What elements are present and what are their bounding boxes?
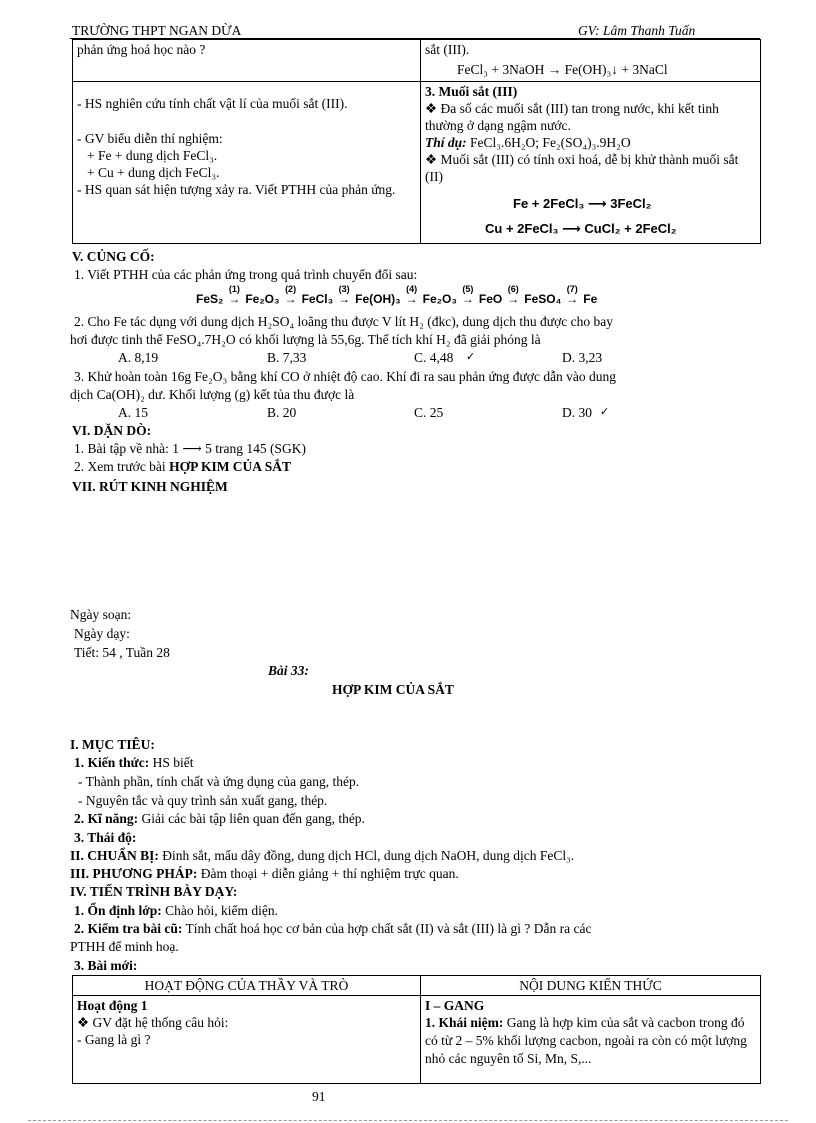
khai-niem-label: 1. Khái niệm: — [425, 1015, 504, 1030]
question-3-line-2: dịch Ca(OH)₂ dư. Khối lượng (g) kết tủa thu được là — [70, 387, 355, 402]
top-r2-right — [421, 82, 761, 244]
naoh-equation: FeCl₃ + 3NaOH → Fe(OH)₃↓ + 3NaCl — [457, 62, 668, 77]
chain-arrow-3: (3) → — [333, 291, 355, 308]
thi-du-label: Thí dụ: — [425, 135, 467, 150]
muoi-sat-title: 3. Muối sắt (III) — [425, 84, 518, 99]
reaction-chain — [196, 284, 598, 308]
chain-6: FeSO₄ — [524, 292, 562, 306]
equation-fe-fecl3: Fe + 2FeCl₃ ⟶ 3FeCl₂ — [513, 196, 652, 211]
chain-arrow-6: (6) → — [502, 291, 524, 308]
chain-label-2: (2) — [285, 284, 297, 294]
page-number: 91 — [312, 1089, 326, 1104]
chain-0: FeS₂ — [196, 292, 224, 306]
khai-niem-val: Gang là hợp kim của sắt và cacbon trong đó có từ 2 – 5% khối lượng cacbon, ngoài ra còn có một lượng nhỏ các nguyên tố Si, Mn, S,... — [425, 1015, 747, 1066]
kien-thuc-label: 1. Kiến thức: — [74, 755, 150, 770]
muoi-tan: ❖ Đa số các muối sắt (III) tan trong nước, khi kết tinh thường ở dạng ngậm nước. — [425, 101, 719, 133]
chuan-bi-val: Đinh sắt, mẩu dây đồng, dung dịch HCl, dung dịch NaOH, dung dịch FeCl₃. — [158, 848, 575, 863]
school-name: TRƯỜNG THPT NGAN DỪA — [72, 23, 242, 38]
khai-niem — [425, 1014, 756, 1068]
chain-label-5: (5) — [462, 284, 474, 294]
chain-3: Fe(OH)₃ — [355, 292, 401, 306]
tiet-tuan: Tiết: 54 , Tuần 28 — [74, 645, 170, 660]
ki-nang-val: Giải các bài tập liên quan đến gang, thép. — [138, 811, 365, 826]
q2-option-c: C. 4,48 — [414, 350, 454, 365]
question-3-line-1: 3. Khử hoàn toàn 16g Fe₂O₃ bằng khí CO ở nhiệt độ cao. Khí đi ra sau phản ứng được dẫn vào dung — [74, 369, 617, 384]
ngay-soan: Ngày soạn: — [70, 607, 132, 622]
q3-option-c: C. 25 — [414, 405, 444, 420]
dando-line-1: 1. Bài tập về nhà: 1 ⟶ 5 trang 145 (SGK) — [74, 441, 306, 456]
chain-label-3: (3) — [338, 284, 350, 294]
tientrinh-heading: IV. TIẾN TRÌNH BÀY DẠY: — [70, 884, 238, 899]
bottom-left-cell — [73, 996, 421, 1084]
dando-heading: VI. DẶN DÒ: — [72, 423, 152, 438]
dando-line-2-title: HỢP KIM CỦA SẮT — [169, 459, 291, 474]
chain-arrow-1: (1) → — [223, 291, 245, 308]
q2-option-b: B. 7,33 — [267, 350, 307, 365]
kien-thuc — [74, 754, 194, 771]
teacher-name: GV: Lâm Thanh Tuấn — [578, 23, 696, 38]
phuong-phap-val: Đàm thoại + diễn giảng + thí nghiệm trực quan. — [197, 866, 459, 881]
top-table-row-1 — [73, 40, 761, 82]
oxi-hoa: ❖ Muối sắt (III) có tính oxi hoá, dễ bị khử thành muối sắt (II) — [425, 152, 739, 184]
top-table — [72, 39, 761, 244]
ngay-day: Ngày dạy: — [74, 626, 130, 641]
header-noi-dung: NỘI DUNG KIẾN THỨC — [421, 976, 761, 996]
chain-label-4: (4) — [406, 284, 418, 294]
rutkinh-heading: VII. RÚT KINH NGHIỆM — [72, 479, 228, 494]
chain-5: FeO — [478, 292, 503, 306]
q3-option-b: B. 20 — [267, 405, 297, 420]
chain-arrow-5: (5) → — [457, 291, 479, 308]
q3-option-d: D. 30 — [562, 405, 592, 420]
chain-7: Fe — [583, 292, 598, 306]
demo-cu: + Cu + dung dịch FeCl₃. — [87, 165, 220, 180]
question-1: 1. Viết PTHH của các phản ứng trong quá trình chuyển đổi sau: — [74, 267, 418, 282]
chuan-bi — [70, 847, 574, 864]
chain-label-7: (7) — [566, 284, 578, 294]
chuan-bi-label: II. CHUẨN BỊ: — [70, 848, 159, 863]
phuong-phap — [70, 865, 459, 882]
dando-line-2 — [74, 458, 291, 475]
bai-moi: 3. Bài mới: — [74, 958, 138, 973]
check-mark-icon-2: ✓ — [600, 406, 610, 418]
kiem-tra-val: Tính chất hoá học cơ bản của hợp chất sắt (II) và sắt (III) là gì ? Dẫn ra các — [182, 921, 592, 936]
chain-label-1: (1) — [228, 284, 240, 294]
header-hoat-dong: HOẠT ĐỘNG CỦA THẦY VÀ TRÒ — [73, 976, 421, 996]
ki-nang — [74, 810, 365, 827]
phuong-phap-label: III. PHƯƠNG PHÁP: — [70, 866, 198, 881]
hs-observe: - HS quan sát hiện tượng xảy ra. Viết PTHH của phản ứng. — [77, 182, 396, 197]
chain-arrow-2: (2) → — [280, 291, 302, 308]
top-r1-left — [73, 40, 421, 82]
chain-label-6: (6) — [507, 284, 519, 294]
gv-demo: - GV biểu diễn thí nghiệm: — [77, 131, 223, 146]
on-dinh-label: 1. Ổn định lớp: — [74, 903, 162, 918]
check-mark-icon: ✓ — [466, 351, 476, 363]
bottom-table — [72, 975, 761, 1084]
kien-thuc-val: HS biết — [149, 755, 194, 770]
muctieu-heading: I. MỤC TIÊU: — [70, 737, 155, 752]
on-dinh-val: Chào hỏi, kiểm diện. — [161, 903, 278, 918]
q2-option-d: D. 3,23 — [562, 350, 603, 365]
lesson-number: Bài 33: — [268, 663, 309, 678]
q3-option-a: A. 15 — [118, 405, 148, 420]
kien-thuc-1: - Thành phần, tính chất và ứng dụng của gang, thép. — [78, 774, 360, 789]
hoat-dong-1: Hoạt động 1 — [77, 998, 148, 1013]
chain-arrow-7: (7) → — [561, 291, 583, 308]
cungco-heading: V. CỦNG CỐ: — [72, 249, 155, 264]
bottom-table-header — [73, 976, 761, 996]
gv-cau-hoi: ❖ GV đặt hệ thống câu hỏi: — [77, 1015, 229, 1030]
kiem-tra-bai-cu — [74, 920, 591, 937]
thai-do: 3. Thái độ: — [74, 830, 137, 845]
chain-4: Fe₂O₃ — [422, 292, 457, 306]
bottom-right-cell — [421, 996, 761, 1084]
top-r1-right — [421, 40, 761, 82]
top-table-row-2 — [73, 82, 761, 244]
chain-arrow-4: (4) → — [401, 291, 423, 308]
equation-cu-fecl3: Cu + 2FeCl₃ ⟶ CuCl₂ + 2FeCl₂ — [485, 221, 677, 236]
top-r1-right-text: sắt (III). — [425, 42, 470, 57]
top-r1-left-text: phản ứng hoá học nào ? — [77, 42, 206, 57]
kiem-tra-label: 2. Kiểm tra bài cũ: — [74, 921, 183, 936]
top-r2-left — [73, 82, 421, 244]
dando-line-2-text: 2. Xem trước bài — [74, 459, 170, 474]
kiem-tra-cont: PTHH để minh hoạ. — [70, 939, 179, 954]
kien-thuc-2: - Nguyên tắc và quy trình sản xuất gang, thép. — [78, 793, 328, 808]
lesson-title: HỢP KIM CỦA SẮT — [332, 682, 454, 697]
question-2-line-2: hơi được tinh thể FeSO₄.7H₂O có khối lượng là 55,6g. Thể tích khí H₂ đã giải phóng là — [70, 332, 541, 347]
ki-nang-label: 2. Kĩ năng: — [74, 811, 139, 826]
chain-2: FeCl₃ — [301, 292, 334, 306]
chain-1: Fe₂O₃ — [245, 292, 280, 306]
footer-divider — [28, 1120, 788, 1121]
q2-option-a: A. 8,19 — [118, 350, 159, 365]
demo-fe: + Fe + dung dịch FeCl₃. — [87, 148, 218, 163]
on-dinh-lop — [74, 902, 278, 919]
thi-du — [425, 134, 756, 151]
bottom-table-row — [73, 996, 761, 1084]
gang-title: I – GANG — [425, 998, 485, 1013]
question-2-line-1: 2. Cho Fe tác dụng với dung dịch H₂SO₄ loãng thu được V lít H₂ (đkc), dung dịch thu được cho bay — [74, 314, 613, 329]
gang-la-gi: - Gang là gì ? — [77, 1032, 151, 1047]
hs-study: - HS nghiên cứu tính chất vật lí của muối sắt (III). — [77, 96, 348, 111]
thi-du-text: FeCl₃.6H₂O; Fe₂(SO₄)₃.9H₂O — [466, 135, 631, 150]
